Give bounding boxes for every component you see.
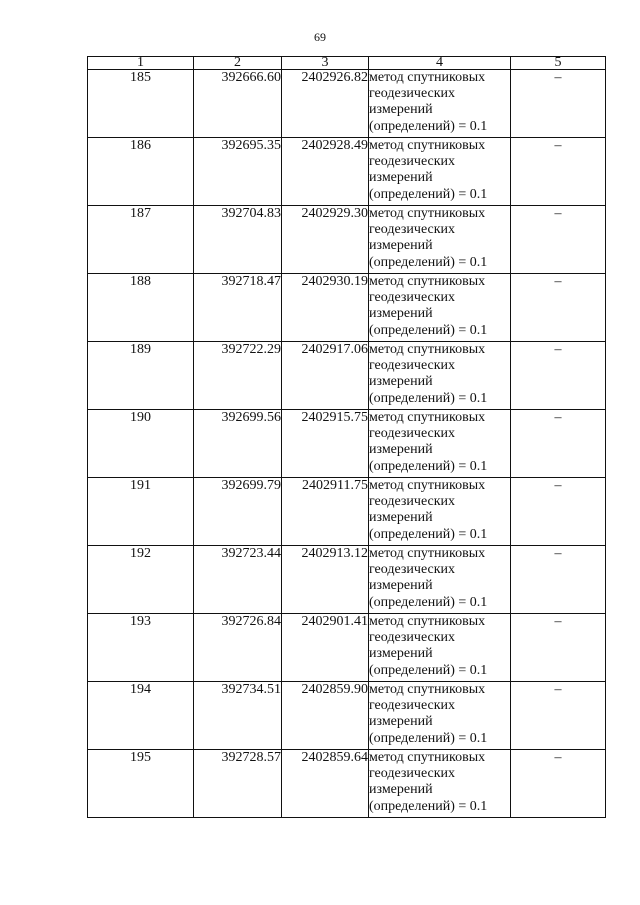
column-header-1: 1 xyxy=(88,57,194,70)
note-cell: – xyxy=(511,546,606,614)
point-number: 195 xyxy=(88,750,194,818)
note-cell: – xyxy=(511,70,606,138)
method-description: метод спутниковых геодезических измерений (определений) = 0.1 xyxy=(369,682,511,750)
coordinate-y: 2402915.75 xyxy=(282,410,369,478)
point-number: 193 xyxy=(88,614,194,682)
note-cell: – xyxy=(511,750,606,818)
method-description: метод спутниковых геодезических измерений (определений) = 0.1 xyxy=(369,750,511,818)
table-row xyxy=(88,410,606,478)
table-row xyxy=(88,546,606,614)
coordinate-x: 392734.51 xyxy=(194,682,282,750)
method-description: метод спутниковых геодезических измерений (определений) = 0.1 xyxy=(369,410,511,478)
table-row xyxy=(88,138,606,206)
note-cell: – xyxy=(511,342,606,410)
table-row xyxy=(88,682,606,750)
header-row xyxy=(88,57,606,70)
coordinate-y: 2402859.90 xyxy=(282,682,369,750)
note-cell: – xyxy=(511,682,606,750)
coordinate-y: 2402901.41 xyxy=(282,614,369,682)
method-description: метод спутниковых геодезических измерений (определений) = 0.1 xyxy=(369,138,511,206)
coordinate-x: 392728.57 xyxy=(194,750,282,818)
coordinate-x: 392726.84 xyxy=(194,614,282,682)
method-description: метод спутниковых геодезических измерений (определений) = 0.1 xyxy=(369,342,511,410)
column-header-4: 4 xyxy=(369,57,511,70)
method-description: метод спутниковых геодезических измерений (определений) = 0.1 xyxy=(369,206,511,274)
point-number: 191 xyxy=(88,478,194,546)
coordinate-y: 2402913.12 xyxy=(282,546,369,614)
table-row xyxy=(88,342,606,410)
coordinate-y: 2402917.06 xyxy=(282,342,369,410)
coordinate-y: 2402930.19 xyxy=(282,274,369,342)
point-number: 187 xyxy=(88,206,194,274)
point-number: 192 xyxy=(88,546,194,614)
point-number: 194 xyxy=(88,682,194,750)
coordinate-x: 392699.79 xyxy=(194,478,282,546)
coordinate-x: 392704.83 xyxy=(194,206,282,274)
point-number: 185 xyxy=(88,70,194,138)
point-number: 189 xyxy=(88,342,194,410)
coordinate-y: 2402859.64 xyxy=(282,750,369,818)
table-row xyxy=(88,614,606,682)
note-cell: – xyxy=(511,410,606,478)
note-cell: – xyxy=(511,614,606,682)
method-description: метод спутниковых геодезических измерений (определений) = 0.1 xyxy=(369,70,511,138)
coordinate-x: 392718.47 xyxy=(194,274,282,342)
coordinate-y: 2402911.75 xyxy=(282,478,369,546)
coordinate-x: 392695.35 xyxy=(194,138,282,206)
point-number: 188 xyxy=(88,274,194,342)
note-cell: – xyxy=(511,138,606,206)
note-cell: – xyxy=(511,478,606,546)
table-row xyxy=(88,478,606,546)
coordinate-x: 392722.29 xyxy=(194,342,282,410)
table-row xyxy=(88,206,606,274)
table-row xyxy=(88,750,606,818)
method-description: метод спутниковых геодезических измерений (определений) = 0.1 xyxy=(369,274,511,342)
point-number: 186 xyxy=(88,138,194,206)
coordinates-table xyxy=(87,56,606,818)
method-description: метод спутниковых геодезических измерений (определений) = 0.1 xyxy=(369,614,511,682)
note-cell: – xyxy=(511,274,606,342)
column-header-5: 5 xyxy=(511,57,606,70)
table-header xyxy=(88,57,606,70)
method-description: метод спутниковых геодезических измерений (определений) = 0.1 xyxy=(369,546,511,614)
column-header-2: 2 xyxy=(194,57,282,70)
table-row xyxy=(88,274,606,342)
coordinate-x: 392666.60 xyxy=(194,70,282,138)
page-number: 69 xyxy=(314,30,326,44)
coordinate-y: 2402926.82 xyxy=(282,70,369,138)
column-header-3: 3 xyxy=(282,57,369,70)
note-cell: – xyxy=(511,206,606,274)
coordinate-x: 392699.56 xyxy=(194,410,282,478)
coordinate-y: 2402929.30 xyxy=(282,206,369,274)
method-description: метод спутниковых геодезических измерений (определений) = 0.1 xyxy=(369,478,511,546)
coordinate-x: 392723.44 xyxy=(194,546,282,614)
table-body xyxy=(88,70,606,818)
point-number: 190 xyxy=(88,410,194,478)
table-row xyxy=(88,70,606,138)
coordinate-y: 2402928.49 xyxy=(282,138,369,206)
